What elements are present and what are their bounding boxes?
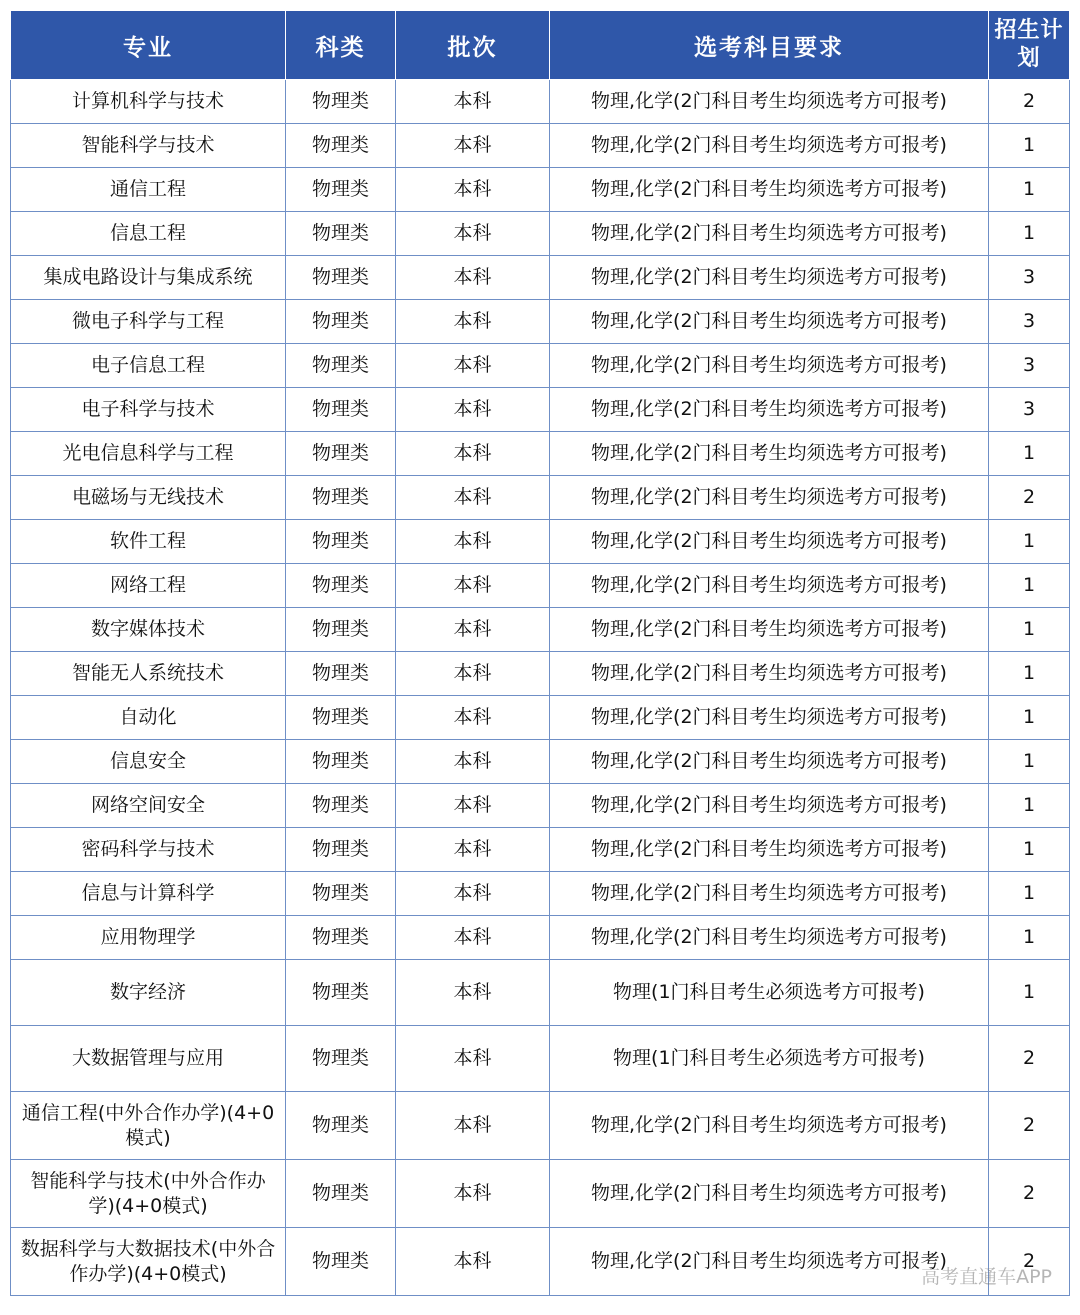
cell-batch: 本科 — [396, 872, 550, 916]
cell-requirement: 物理,化学(2门科目考生均须选考方可报考) — [550, 608, 989, 652]
cell-plan: 1 — [989, 608, 1070, 652]
header-major: 专业 — [11, 11, 286, 80]
cell-plan: 1 — [989, 784, 1070, 828]
cell-category: 物理类 — [286, 564, 396, 608]
cell-plan: 1 — [989, 212, 1070, 256]
table-row — [11, 300, 1070, 344]
cell-requirement: 物理,化学(2门科目考生均须选考方可报考) — [550, 520, 989, 564]
cell-major: 大数据管理与应用 — [11, 1026, 286, 1092]
cell-requirement: 物理,化学(2门科目考生均须选考方可报考) — [550, 564, 989, 608]
cell-requirement: 物理,化学(2门科目考生均须选考方可报考) — [550, 476, 989, 520]
table-row — [11, 872, 1070, 916]
cell-requirement: 物理,化学(2门科目考生均须选考方可报考) — [550, 1160, 989, 1228]
cell-plan: 1 — [989, 564, 1070, 608]
cell-major: 智能科学与技术(中外合作办学)(4+0模式) — [11, 1160, 286, 1228]
cell-plan: 1 — [989, 520, 1070, 564]
cell-requirement: 物理,化学(2门科目考生均须选考方可报考) — [550, 432, 989, 476]
cell-plan: 2 — [989, 476, 1070, 520]
cell-major: 自动化 — [11, 696, 286, 740]
cell-plan: 3 — [989, 344, 1070, 388]
cell-plan: 3 — [989, 256, 1070, 300]
cell-batch: 本科 — [396, 80, 550, 124]
cell-plan: 2 — [989, 1026, 1070, 1092]
cell-batch: 本科 — [396, 1092, 550, 1160]
cell-category: 物理类 — [286, 608, 396, 652]
table-row — [11, 1160, 1070, 1228]
table-row — [11, 388, 1070, 432]
cell-plan: 1 — [989, 828, 1070, 872]
table-row — [11, 696, 1070, 740]
cell-plan: 1 — [989, 652, 1070, 696]
cell-category: 物理类 — [286, 872, 396, 916]
cell-batch: 本科 — [396, 1026, 550, 1092]
cell-requirement: 物理,化学(2门科目考生均须选考方可报考) — [550, 652, 989, 696]
header-requirement: 选考科目要求 — [550, 11, 989, 80]
admission-plan-table — [10, 10, 1070, 1296]
cell-plan: 1 — [989, 696, 1070, 740]
cell-plan: 3 — [989, 300, 1070, 344]
header-plan: 招生计划 — [989, 11, 1070, 80]
cell-category: 物理类 — [286, 828, 396, 872]
cell-plan: 1 — [989, 740, 1070, 784]
cell-category: 物理类 — [286, 432, 396, 476]
cell-batch: 本科 — [396, 432, 550, 476]
cell-category: 物理类 — [286, 696, 396, 740]
cell-requirement: 物理,化学(2门科目考生均须选考方可报考) — [550, 828, 989, 872]
watermark-text: 高考直通车APP — [921, 1266, 1052, 1288]
cell-category: 物理类 — [286, 520, 396, 564]
cell-category: 物理类 — [286, 168, 396, 212]
cell-plan: 1 — [989, 872, 1070, 916]
table-row — [11, 652, 1070, 696]
cell-batch: 本科 — [396, 1228, 550, 1296]
cell-category: 物理类 — [286, 476, 396, 520]
cell-batch: 本科 — [396, 564, 550, 608]
table-row — [11, 344, 1070, 388]
cell-requirement: 物理,化学(2门科目考生均须选考方可报考) — [550, 872, 989, 916]
cell-major: 集成电路设计与集成系统 — [11, 256, 286, 300]
cell-requirement: 物理,化学(2门科目考生均须选考方可报考) — [550, 300, 989, 344]
cell-plan: 2 — [989, 1228, 1070, 1296]
cell-plan: 1 — [989, 916, 1070, 960]
table-row — [11, 476, 1070, 520]
cell-category: 物理类 — [286, 784, 396, 828]
cell-requirement: 物理,化学(2门科目考生均须选考方可报考) — [550, 256, 989, 300]
cell-batch: 本科 — [396, 344, 550, 388]
cell-category: 物理类 — [286, 80, 396, 124]
cell-major: 密码科学与技术 — [11, 828, 286, 872]
cell-major: 计算机科学与技术 — [11, 80, 286, 124]
cell-major: 数字媒体技术 — [11, 608, 286, 652]
cell-requirement: 物理,化学(2门科目考生均须选考方可报考) — [550, 124, 989, 168]
cell-requirement: 物理(1门科目考生必须选考方可报考) — [550, 960, 989, 1026]
table-row — [11, 608, 1070, 652]
cell-plan: 2 — [989, 1160, 1070, 1228]
cell-requirement: 物理,化学(2门科目考生均须选考方可报考) — [550, 388, 989, 432]
table-row — [11, 564, 1070, 608]
cell-category: 物理类 — [286, 652, 396, 696]
cell-major: 应用物理学 — [11, 916, 286, 960]
table-row — [11, 168, 1070, 212]
cell-batch: 本科 — [396, 212, 550, 256]
cell-requirement: 物理,化学(2门科目考生均须选考方可报考) — [550, 1228, 989, 1296]
cell-batch: 本科 — [396, 388, 550, 432]
cell-category: 物理类 — [286, 1092, 396, 1160]
cell-requirement: 物理,化学(2门科目考生均须选考方可报考) — [550, 80, 989, 124]
cell-plan: 1 — [989, 432, 1070, 476]
cell-plan: 2 — [989, 80, 1070, 124]
cell-batch: 本科 — [396, 960, 550, 1026]
cell-major: 通信工程 — [11, 168, 286, 212]
cell-batch: 本科 — [396, 608, 550, 652]
cell-requirement: 物理,化学(2门科目考生均须选考方可报考) — [550, 1092, 989, 1160]
cell-category: 物理类 — [286, 1160, 396, 1228]
cell-plan: 3 — [989, 388, 1070, 432]
cell-plan: 2 — [989, 1092, 1070, 1160]
cell-major: 数字经济 — [11, 960, 286, 1026]
cell-requirement: 物理(1门科目考生必须选考方可报考) — [550, 1026, 989, 1092]
cell-batch: 本科 — [396, 168, 550, 212]
cell-requirement: 物理,化学(2门科目考生均须选考方可报考) — [550, 740, 989, 784]
cell-category: 物理类 — [286, 344, 396, 388]
cell-category: 物理类 — [286, 740, 396, 784]
cell-batch: 本科 — [396, 476, 550, 520]
cell-requirement: 物理,化学(2门科目考生均须选考方可报考) — [550, 784, 989, 828]
cell-category: 物理类 — [286, 960, 396, 1026]
cell-batch: 本科 — [396, 124, 550, 168]
cell-batch: 本科 — [396, 300, 550, 344]
table-row — [11, 1228, 1070, 1296]
table-body — [11, 80, 1070, 1296]
cell-category: 物理类 — [286, 212, 396, 256]
table-row — [11, 1092, 1070, 1160]
cell-major: 智能科学与技术 — [11, 124, 286, 168]
table-row — [11, 256, 1070, 300]
cell-category: 物理类 — [286, 124, 396, 168]
cell-batch: 本科 — [396, 256, 550, 300]
table-row — [11, 520, 1070, 564]
cell-major: 光电信息科学与工程 — [11, 432, 286, 476]
table-row — [11, 960, 1070, 1026]
table-row — [11, 916, 1070, 960]
cell-major: 软件工程 — [11, 520, 286, 564]
cell-major: 智能无人系统技术 — [11, 652, 286, 696]
table-row — [11, 124, 1070, 168]
cell-category: 物理类 — [286, 256, 396, 300]
cell-major: 数据科学与大数据技术(中外合作办学)(4+0模式) — [11, 1228, 286, 1296]
table-row — [11, 828, 1070, 872]
table-row — [11, 212, 1070, 256]
cell-batch: 本科 — [396, 828, 550, 872]
table-row — [11, 784, 1070, 828]
cell-category: 物理类 — [286, 1026, 396, 1092]
table-row — [11, 432, 1070, 476]
table-row — [11, 740, 1070, 784]
cell-major: 电子信息工程 — [11, 344, 286, 388]
cell-category: 物理类 — [286, 388, 396, 432]
cell-batch: 本科 — [396, 740, 550, 784]
cell-major: 电磁场与无线技术 — [11, 476, 286, 520]
cell-batch: 本科 — [396, 520, 550, 564]
cell-major: 电子科学与技术 — [11, 388, 286, 432]
cell-major: 网络空间安全 — [11, 784, 286, 828]
cell-major: 网络工程 — [11, 564, 286, 608]
cell-requirement: 物理,化学(2门科目考生均须选考方可报考) — [550, 696, 989, 740]
table-row — [11, 80, 1070, 124]
cell-category: 物理类 — [286, 916, 396, 960]
cell-plan: 1 — [989, 960, 1070, 1026]
table-row — [11, 1026, 1070, 1092]
cell-major: 微电子科学与工程 — [11, 300, 286, 344]
cell-requirement: 物理,化学(2门科目考生均须选考方可报考) — [550, 212, 989, 256]
cell-batch: 本科 — [396, 652, 550, 696]
admission-plan-table-container — [10, 10, 1069, 1296]
cell-requirement: 物理,化学(2门科目考生均须选考方可报考) — [550, 344, 989, 388]
cell-major: 信息工程 — [11, 212, 286, 256]
cell-requirement: 物理,化学(2门科目考生均须选考方可报考) — [550, 916, 989, 960]
cell-batch: 本科 — [396, 1160, 550, 1228]
cell-major: 信息与计算科学 — [11, 872, 286, 916]
cell-major: 通信工程(中外合作办学)(4+0模式) — [11, 1092, 286, 1160]
cell-batch: 本科 — [396, 784, 550, 828]
cell-category: 物理类 — [286, 300, 396, 344]
cell-requirement: 物理,化学(2门科目考生均须选考方可报考) — [550, 168, 989, 212]
header-category: 科类 — [286, 11, 396, 80]
cell-plan: 1 — [989, 168, 1070, 212]
table-header-row — [11, 11, 1070, 80]
header-batch: 批次 — [396, 11, 550, 80]
cell-category: 物理类 — [286, 1228, 396, 1296]
cell-plan: 1 — [989, 124, 1070, 168]
cell-major: 信息安全 — [11, 740, 286, 784]
cell-batch: 本科 — [396, 916, 550, 960]
cell-batch: 本科 — [396, 696, 550, 740]
